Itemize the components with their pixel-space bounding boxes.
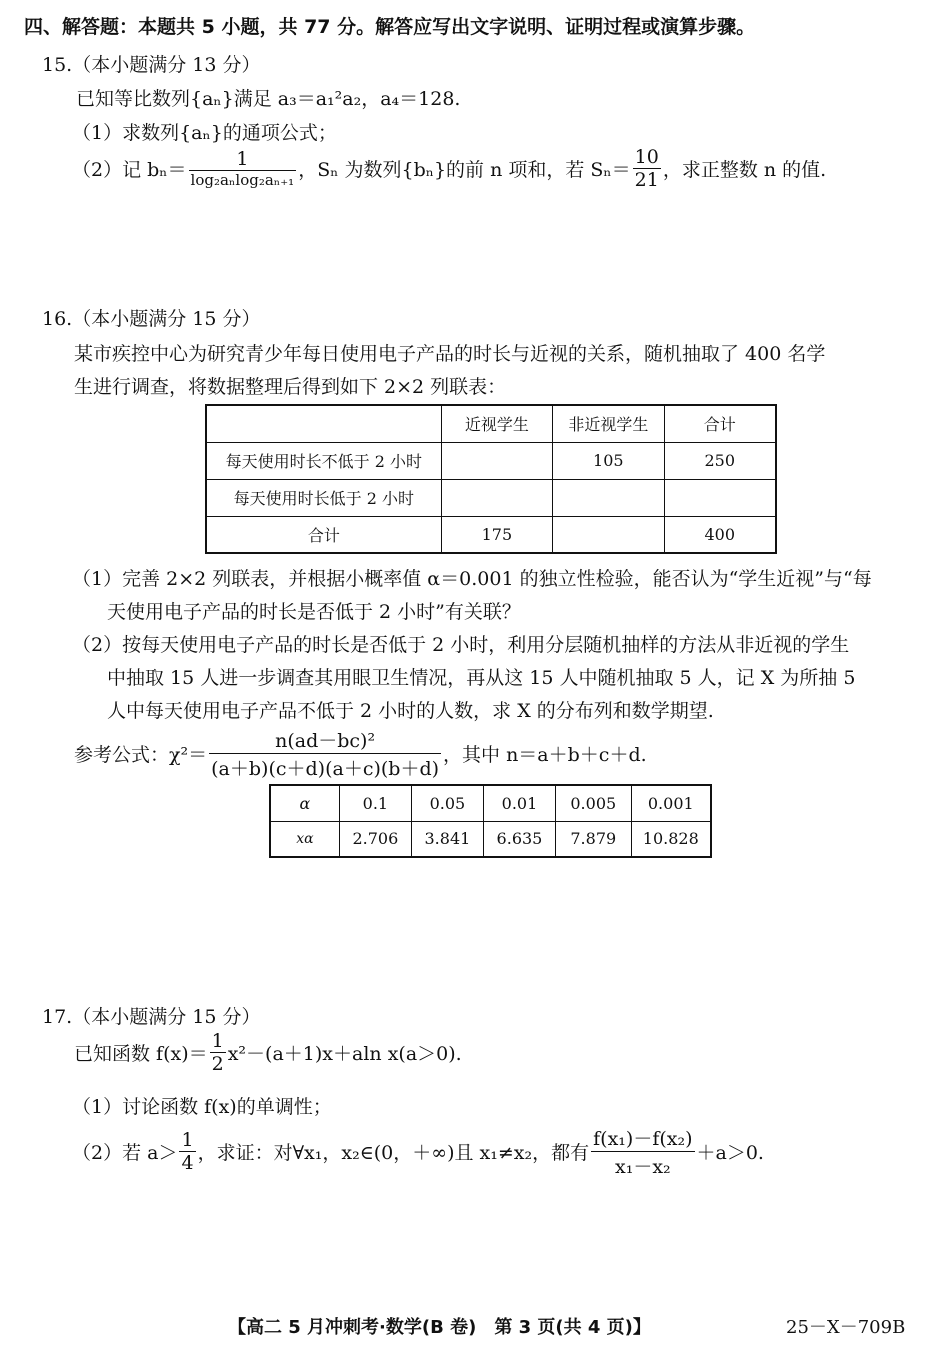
alpha-cell: 0.01 (483, 785, 555, 821)
q15-part2 (72, 146, 826, 191)
critical-value-row (270, 821, 711, 857)
q17-part2-fraction (179, 1129, 195, 1174)
q16-part2-line1: （2）按每天使用电子产品的时长是否低于 2 小时，利用分层随机抽样的方法从非近视的学生 (72, 634, 850, 656)
contingency-row (206, 479, 776, 516)
contingency-cell (553, 479, 664, 516)
q16-part1-line1: （1）完善 2×2 列联表，并根据小概率值 α＝0.001 的独立性检验，能否认为“学生近视”与“每 (72, 568, 872, 590)
q16-intro-line2: 生进行调查，将数据整理后得到如下 2×2 列联表： (74, 376, 507, 398)
q16-part2-line3: 人中每天使用电子产品不低于 2 小时的人数，求 X 的分布列和数学期望. (107, 700, 714, 722)
q17-intro-suffix: x²－(a＋1)x＋aln x(a＞0). (227, 1043, 462, 1065)
q17-difference-denominator: x₁－x₂ (591, 1151, 694, 1179)
chi-square-formula (74, 726, 647, 781)
q17-part2-denominator: 4 (181, 1152, 194, 1174)
contingency-cell (441, 442, 552, 479)
q15-sn-fraction (633, 146, 661, 191)
q15-bn-numerator: 1 (236, 148, 249, 170)
section-title: 四、解答题：本题共 5 小题，共 77 分。解答应写出文字说明、证明过程或演算步骤。 (24, 16, 756, 38)
q17-intro-denominator: 2 (211, 1053, 224, 1075)
critical-value-cell: 7.879 (555, 821, 631, 857)
q17-part2-mid: ，求证：对∀x₁，x₂∈(0，＋∞)且 x₁≠x₂，都有 (197, 1142, 590, 1164)
q15-part2-prefix: （2）记 bₙ＝ (72, 159, 187, 181)
contingency-header-row (206, 405, 776, 442)
q17-intro-prefix: 已知函数 f(x)＝ (74, 1043, 208, 1065)
contingency-cell: 每天使用时长低于 2 小时 (206, 479, 441, 516)
q15-sn-denominator: 21 (634, 169, 659, 191)
q15-part2-suffix: ，求正整数 n 的值. (662, 159, 827, 181)
contingency-table (205, 404, 777, 554)
q16-intro-line1: 某市疾控中心为研究青少年每日使用电子产品的时长与近视的关系，随机抽取了 400 名学 (74, 343, 826, 365)
alpha-cell: 0.001 (631, 785, 711, 821)
contingency-cell (664, 479, 776, 516)
q16-part1-line2: 天使用电子产品的时长是否低于 2 小时”有关联？ (107, 601, 521, 623)
contingency-cell: 175 (441, 516, 552, 553)
critical-value-table (269, 784, 712, 858)
q17-intro-numerator: 1 (211, 1030, 224, 1052)
alpha-row (270, 785, 711, 821)
contingency-header-cell: 合计 (664, 405, 776, 442)
q17-part2 (72, 1124, 764, 1179)
q17-difference-quotient (591, 1124, 694, 1179)
q17-part2-numerator: 1 (181, 1129, 194, 1151)
q15-bn-fraction (189, 148, 297, 189)
contingency-header-cell: 近视学生 (441, 405, 552, 442)
contingency-cell (553, 516, 664, 553)
q15-intro: 已知等比数列{aₙ}满足 a₃＝a₁²a₂，a₄＝128. (76, 88, 461, 110)
contingency-row (206, 442, 776, 479)
formula-prefix: 参考公式：χ²＝ (74, 744, 208, 766)
critical-value-cell: 10.828 (631, 821, 711, 857)
q15-header: 15.（本小题满分 13 分） (42, 54, 261, 76)
q17-intro (74, 1030, 462, 1075)
q15-bn-denominator: log₂aₙlog₂aₙ₊₁ (190, 171, 295, 189)
contingency-header-cell: 非近视学生 (553, 405, 664, 442)
q15-sn-numerator: 10 (634, 146, 659, 168)
contingency-header-cell (206, 405, 441, 442)
exam-code: 25－X－709B (786, 1317, 906, 1338)
contingency-row (206, 516, 776, 553)
alpha-cell: α (270, 785, 339, 821)
contingency-cell: 250 (664, 442, 776, 479)
alpha-cell: 0.005 (555, 785, 631, 821)
formula-fraction (209, 726, 441, 781)
critical-value-cell: 6.635 (483, 821, 555, 857)
q17-header: 17.（本小题满分 15 分） (42, 1006, 261, 1028)
q17-part2-suffix: ＋a＞0. (696, 1142, 764, 1164)
q16-header: 16.（本小题满分 15 分） (42, 308, 261, 330)
contingency-cell: 105 (553, 442, 664, 479)
alpha-cell: 0.1 (339, 785, 411, 821)
contingency-cell (441, 479, 552, 516)
formula-suffix: ，其中 n＝a＋b＋c＋d. (443, 744, 647, 766)
q16-part2-line2: 中抽取 15 人进一步调查其用眼卫生情况，再从这 15 人中随机抽取 5 人，记 X 为所抽 5 (107, 667, 856, 689)
q17-part1: （1）讨论函数 f(x)的单调性； (72, 1096, 332, 1118)
critical-value-cell: xα (270, 821, 339, 857)
q17-part2-prefix: （2）若 a＞ (72, 1142, 178, 1164)
q17-difference-numerator: f(x₁)－f(x₂) (593, 1128, 693, 1150)
alpha-cell: 0.05 (411, 785, 483, 821)
contingency-cell: 每天使用时长不低于 2 小时 (206, 442, 441, 479)
q15-part1: （1）求数列{aₙ}的通项公式； (72, 122, 337, 144)
formula-numerator: n(ad－bc)² (275, 730, 376, 752)
contingency-cell: 400 (664, 516, 776, 553)
formula-denominator: (a＋b)(c＋d)(a＋c)(b＋d) (209, 753, 441, 781)
critical-value-cell: 2.706 (339, 821, 411, 857)
contingency-cell: 合计 (206, 516, 441, 553)
critical-value-cell: 3.841 (411, 821, 483, 857)
q15-part2-mid: ，Sₙ 为数列{bₙ}的前 n 项和，若 Sₙ＝ (298, 159, 631, 181)
page-footer: 【高二 5 月冲刺考·数学(B 卷) 第 3 页(共 4 页)】 (228, 1317, 651, 1338)
q17-intro-fraction (210, 1030, 226, 1075)
